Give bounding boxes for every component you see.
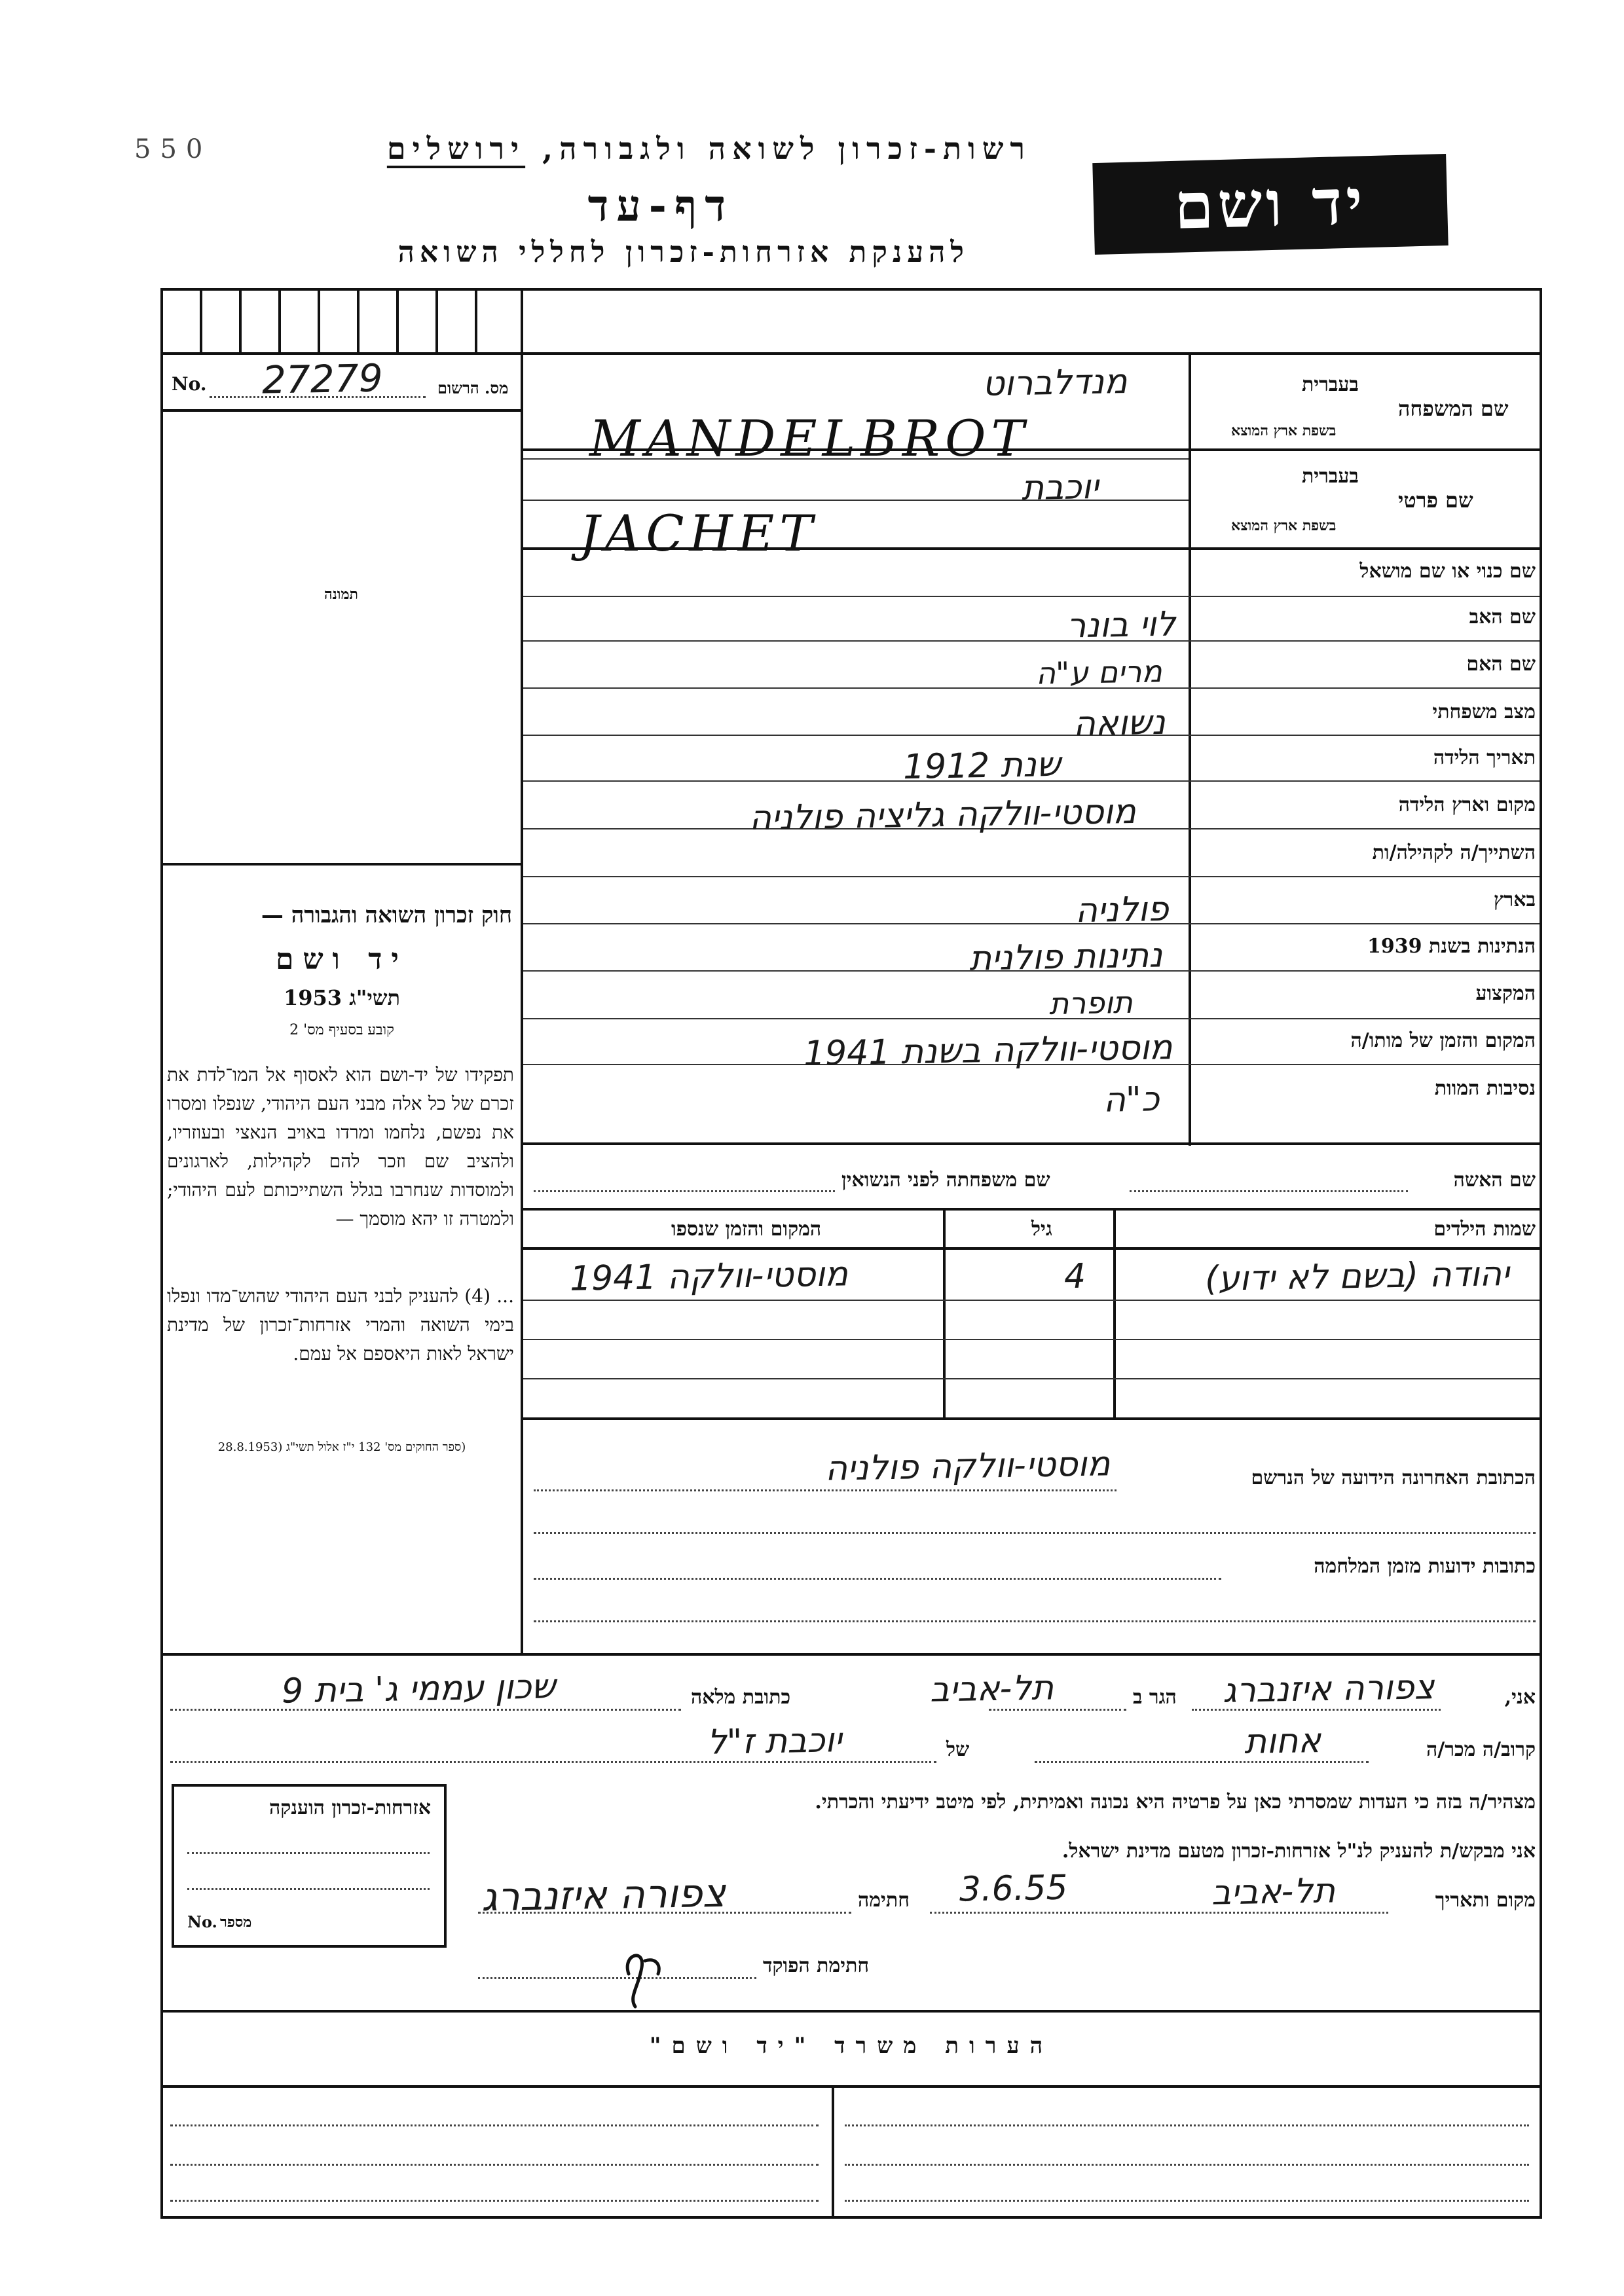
birth-date-value: שנת 1912 <box>902 744 1061 788</box>
witness-name-value: צפורה איזנברג <box>1222 1667 1435 1711</box>
form-subtitle: להענקת אזרחות-זכרון לחללי השואה <box>397 236 969 269</box>
death-cause-label: נסיבות המוות <box>1434 1077 1536 1100</box>
war-addresses-label: כתובות ידועות מזמן המלחמה <box>1314 1555 1536 1578</box>
child-age-value: 4 <box>1063 1256 1086 1297</box>
label-column-divider <box>1189 352 1191 1146</box>
no-label: No. <box>172 373 207 395</box>
full-address-label: כתובת מלאה <box>691 1686 791 1709</box>
law-name: יד ושם <box>276 943 408 976</box>
officer-signature-scrawl <box>609 1935 688 2013</box>
citizenship-number-label: מספר <box>220 1914 252 1931</box>
resident-label: הגר ב <box>1133 1686 1177 1709</box>
law-heading: חוק זכרון השואה והגבורה — <box>261 902 512 928</box>
children-label: שמות הילדים <box>1433 1218 1536 1241</box>
first-name-hebrew: יוכבת <box>1021 467 1099 509</box>
registration-label: מס. הרשום <box>437 378 509 397</box>
place-date-label: מקום ותאריך <box>1435 1889 1536 1912</box>
father-value: לוי בונר <box>1066 604 1176 646</box>
law-year: תשי"ג 1953 <box>284 985 400 1010</box>
witness-address-value: שכון עממי ג' בית 9 <box>281 1667 556 1711</box>
birth-date-label: תאריך הלידה <box>1433 746 1536 769</box>
in-origin-label-1: בשפת ארץ המוצא <box>1231 422 1337 439</box>
death-place-value: מוסטי-וולקה בשנת 1941 <box>803 1028 1173 1074</box>
declaration-statement-2: אני מבקש/ת להעניק לנ"ל אזרחות-זכרון מטעם מדינת ישראל. <box>1061 1840 1536 1863</box>
law-paragraph-1: תפקידו של יד-ושם הוא לאסוף אל המו־לדת את זכרם של כל אלה מבני העם היהודי, שנפלו ומסרו את נפשם, נלחמו ומרדו באויב הנאצי ובעוזריו, ולהציב שם וזכר להם לקהילות, לארגונים ולמוסדות שנחרבו בגלל השתייכותם לעם היהודי; ולמטרה זו יהא מוסמך — <box>167 1064 514 1230</box>
death-cause-value: כ"ה <box>1103 1080 1160 1120</box>
family-name-hebrew: מנדלברוט <box>982 362 1128 404</box>
marital-value: נשואה <box>1073 702 1166 744</box>
relation-of-value: יוכבת ז"ל <box>707 1721 843 1762</box>
father-label: שם האב <box>1469 606 1536 629</box>
first-name-label: שם פרטי <box>1398 488 1473 513</box>
registration-number: 27279 <box>261 355 384 403</box>
place-value: תל-אביב <box>1211 1871 1336 1913</box>
remarks-title: הערות משרד "יד ושם" <box>649 2033 1054 2059</box>
family-name-label: שם המשפחה <box>1398 396 1509 421</box>
death-place-label: המקום והזמן של מותו/ה <box>1350 1029 1536 1052</box>
community-label: השתייך/ה לקהילה/ות <box>1372 841 1536 864</box>
grid-bottom-line <box>160 352 1542 355</box>
child-place-value: מוסטי-וולקה 1941 <box>569 1254 849 1299</box>
first-name-origin: JACHET <box>580 504 818 562</box>
last-address-label: הכתובת האחרונה הידועה של הנרשם <box>1251 1467 1536 1489</box>
law-paragraph-2: ... (4) להעניק לבני העם היהודי שהוש־מדו ונפלו בימי השואה והמרי אזרחות־זכרון של מדינת ישראל לאות היאספם אל עמם. <box>167 1285 514 1364</box>
citizenship-granted-box <box>172 1784 447 1948</box>
maiden-name-label: שם משפחתה לפני הנשואין <box>841 1169 1050 1192</box>
law-section: קובע בסעיף מס' 2 <box>289 1022 394 1038</box>
witness-city-value: תל-אביב <box>929 1668 1054 1710</box>
code-grid <box>160 288 523 352</box>
child-name-value: יהודה (בשם לא ידוע) <box>1204 1254 1510 1300</box>
declaration-statement-1: מצהיר/ה בזה כי העדות שמסרתי כאן על פרטיה היא נכונה ואמיתית, לפי מיטב ידיעתי והכרתי. <box>815 1791 1536 1813</box>
in-origin-label-2: בשפת ארץ המוצא <box>1231 517 1337 534</box>
age-label: גיל <box>1031 1218 1052 1241</box>
citizenship-no-label: No. <box>187 1912 217 1931</box>
remarks-divider <box>832 2085 834 2216</box>
wife-label: שם האשה <box>1453 1169 1536 1192</box>
marital-label: מצב משפחתי <box>1432 701 1536 723</box>
in-hebrew-label-1: בעברית <box>1302 373 1359 396</box>
photo-label: תמונה <box>324 586 358 603</box>
frame-bottom <box>160 2216 1542 2219</box>
archive-stamp-number: 550 <box>134 134 212 164</box>
authority-line <box>387 131 1031 166</box>
relation-value: אחות <box>1244 1721 1321 1762</box>
witness-signature: צפורה איזנברג <box>481 1870 726 1921</box>
remarks-top-line <box>160 2010 1542 2013</box>
yad-vashem-logo: יד ושם <box>1092 154 1448 255</box>
profession-value: תופרת <box>1048 984 1134 1022</box>
country-label: בארץ <box>1493 888 1536 911</box>
profession-label: המקצוע <box>1475 982 1536 1005</box>
frame-left <box>160 288 163 2219</box>
child-place-label: המקום והזמן שנספו <box>671 1218 822 1241</box>
mother-value: מרים ע"ה <box>1035 653 1163 691</box>
of-label: של <box>946 1738 970 1761</box>
in-hebrew-label-2: בעברית <box>1302 465 1359 488</box>
citizenship-box-title: אזרחות-זכרון הוענקה <box>268 1796 431 1819</box>
photo-bottom-line <box>160 863 523 866</box>
nickname-label: שם כנוי או שם מושאל <box>1359 560 1536 583</box>
date-value: 3.6.55 <box>959 1868 1068 1910</box>
registration-bottom-line <box>160 409 523 412</box>
declaration-i-label: אני, <box>1504 1686 1536 1709</box>
declaration-top-line <box>160 1653 1542 1656</box>
law-citation: (ספר החוקים מס' 132 י"ז אלול תשי"ג (28.8.1953 <box>217 1440 466 1454</box>
last-address-value: מוסטי-וולקה פולניה <box>824 1444 1111 1489</box>
mother-label: שם האם <box>1466 653 1536 676</box>
family-name-origin: MANDELBROT <box>589 409 1030 467</box>
birth-place-label: מקום וארץ הלידה <box>1398 793 1536 816</box>
authority-name: רשות-זכרון לשואה ולגבורה, <box>542 131 1031 166</box>
country-value: פולניה <box>1075 889 1170 931</box>
citizenship-value: נתינות פולנית <box>969 936 1163 979</box>
frame-right <box>1540 288 1542 2219</box>
citizenship-label: הנתינות בשנת 1939 <box>1367 935 1536 958</box>
signature-label: חתימה <box>858 1889 910 1912</box>
authority-city: ירושלים <box>386 131 526 166</box>
birth-place-value: מוסטי-וולקה גליציה פולניה <box>748 792 1137 839</box>
relation-label: קרוב/ה מכר/ה <box>1426 1738 1536 1761</box>
form-title: דף-עד <box>587 180 733 231</box>
officer-signature-label: חתימת הפוקד <box>763 1954 870 1977</box>
